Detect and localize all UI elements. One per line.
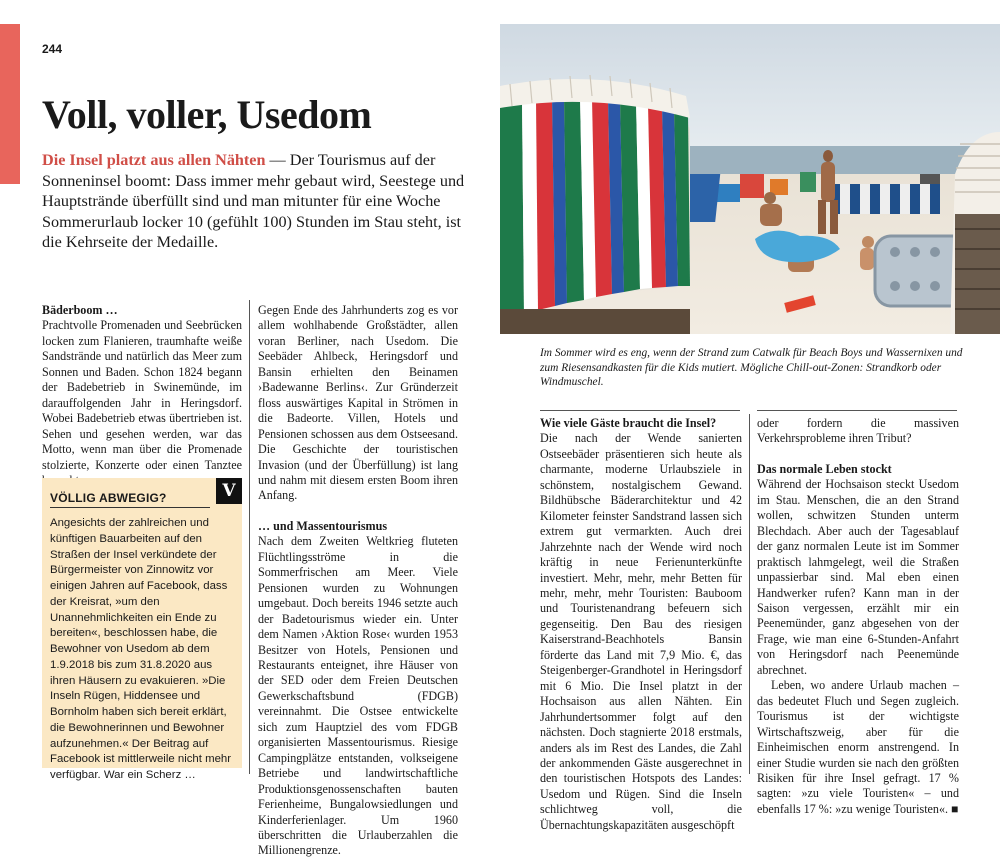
info-box-text: Angesichts der zahlreichen und künftigen Bauarbeiten auf den Straßen der Insel verkündete der Bürgermeister von Zinnowitz vor einigen Jahren auf Facebook, dass der Kreisrat, »um den Unannehmlichkeiten ein Ende zu bereiten«, beschlossen habe, die Bewohner von Usedom ab dem 1.9.2018 bis zum 31.8.2020 aus ihren Häusern zu evakuieren. »Die Inseln Rügen, Hiddensee und Bornholm haben sich bereit erklärt, die Bewohnerinnen und Bewohner aufzunehmen.« Der Beitrag auf Facebook ist mittlerweile nicht mehr verfügbar. War ein Scherz … [50,517,232,781]
column-3-heading: Wie viele Gäste braucht die Insel? [540,416,717,430]
column-2-text-2: Nach dem Zweiten Weltkrieg fluteten Flüchtlingsströme in die Sommerfrischen am Meer. Viele Pensionen wurden zu Wohnungen umgebaut. Doch bereits 1946 setzte auch der Badetourismus wieder ein. Unter dem Namen ›Aktion Rose‹ wurden 1953 Besitzer von Hotels, Pensionen und Restaurants enteignet, ihre Häuser von der SED oder dem Freien Deutschen Gewerkschaftsbund (FDGB) vereinnahmt. Die Ostsee entwickelte sich zum Hauptziel des vom FDGB organisierten Massentourismus. Riesige Campingplätze entstanden, volkseigene Betriebe und landwirtschaftliche Produktionsgenossenschaften bauten Ferienheime, Bungalowsiedlungen und Kinderferienlager. Um 1960 überschritten die Urlauberzahlen die Millionengrenze. [258,534,458,858]
column-divider [749,414,750,774]
column-3-text: Die nach der Wende sanierten Ostseebäder präsentieren sich heute als charmante, moderne Urlaubsziele in schönstem, nostalgischem Gewand. Bildhübsche Bäderarchitektur und 42 Kilometer feinster Sandstrand lassen sich extrem gut vermarkten. Auch drei Jahrzehnte nach der Wende wird noch kräftig in neue Ferienunterkünfte investiert. Mehr, mehr, mehr Betten für mehr, mehr, mehr Touristen: Bauboom und Touristenandrang befeuern sich gegenseitig. Den Bau des riesigen Kaiserstrand-Beachhotels Bansin förderte das Land mit 7,9 Mio. €, das Steigenberger-Grandhotel in Heringsdorf mit 6 Mio. Die Insel platzt in der Hochsaison aus allen Nähten. Ein Jahrhundertsommer folgt auf den nächsten. Doch stagnierte 2018 erstmals, anders als im Rest des Landes, die Zahl der ankommenden Gäste ausgerechnet in den touristischen Hotspots des Landes: Usedom und Rügen. Sind die Inseln schlichtweg voll, die Übernachtungskapazitäten ausgeschöpft [540,431,742,832]
beach-scene-illustration [500,24,1000,334]
info-box [42,478,242,781]
column-1 [42,303,242,488]
column-4-text-3-content: Leben, wo andere Urlaub machen – das bedeutet Fluch und Segen zugleich. Tourismus ist der wichtigste Wirtschaftszweig, aber für die Einheimischen enorm anstrengend. In einer Studie wurden sie nach den größten Risiken für ihre Insel gefragt. 17 % sagten: »zu viele Touristen« – und ebenfalls 17 %: »zu wenige Touristen«. [757,678,959,816]
article-intro [42,150,470,253]
column-1-heading: Bäderboom … [42,303,118,317]
column-3 [540,416,742,833]
intro-kicker: Die Insel platzt aus allen Nähten [42,151,266,169]
info-box-divider [50,507,210,508]
chapter-color-tab [0,24,20,184]
column-4-text-3 [757,678,959,817]
beach-photo [500,24,1000,334]
page-number: 244 [42,42,63,56]
column-4-text-2: Während der Hochsaison steckt Usedom im Stau. Menschen, die an den Strand wollen, schwitzen Stunden unterm Blechdach. Aber auch der Tagesablauf der ganz normalen Leute ist im Sommer praktisch lahmgelegt, weil die Straßen unpassierbar sind. Mal eben einen Handwerker rufen? Kann man in der Saison vergessen, erzählt mir ein Peenemünder, ganz abgesehen von der Frage, wie man eine 6-Stunden-Anfahrt von Heringsdorf nach Peenemünde abrechnet. [757,477,959,677]
column-1-text: Prachtvolle Promenaden und Seebrücken locken zum Flanieren, traumhafte weiße Sandstrände und natürlich das Meer zum Sonnen und Baden. Schon 1824 begann der Badebetrieb in Swinemünde, im darauffolgenden Jahr in Heringsdorf. Wobei Badebetrieb etwas übertrieben ist. Sehen und gesehen werden, war das Motto, wenn man über die Promenade stolzierte, Konzerte oder einen Tanztee [42,318,242,472]
column-4 [757,416,959,817]
info-box-title: VÖLLIG ABWEGIG? [50,491,167,505]
photo-caption: Im Sommer wird es eng, wenn der Strand zum Catwalk für Beach Boys und Wassernixen und zum Riesensandkasten für die Kids mutiert. Mögliche Chill-out-Zonen: Strandkorb oder Windmuschel. [540,347,963,389]
article-title: Voll, voller, Usedom [42,92,372,137]
column-2-text-1: Gegen Ende des Jahrhunderts zog es vor allem wohlhabende Großstädter, allen voran Berliner, nach Usedom. Die Seebäder Ahlbeck, Heringsdorf und Bansin erhielten den Beinamen ›Badewanne Berlins‹. Zur Gründerzeit floss auswärtiges Kapital in Strömen in die Badeorte. Villen, Hotels und Pensionen schossen aus dem Ostseesand. Die Geschichte der touristischen Invasion (und der Überfüllung) ist lang und nahm mit diesem ersten Boom ihren Anfang. [258,303,458,503]
column-2 [258,303,458,859]
column-4-text-1: oder fordern die massiven Verkehrsprobleme ihren Tribut? [757,416,959,446]
column-4-heading: Das normale Leben stockt [757,461,892,476]
info-box-badge: V [216,478,242,504]
column-divider [249,300,250,774]
end-mark: ■ [951,801,959,816]
column-3-top-rule [540,410,740,411]
intro-text: — Der Tourismus auf der Sonneninsel boomt: Dass immer mehr gebaut wird, Seestege und Hauptstrände überfüllt sind und man mitunter für eine Woche Sommerurlaub locker 10 (gefühlt 100) Stunden im Stau steht, ist die Kehrseite der Medaille. [42,151,465,252]
column-2-heading: … und Massentourismus [258,518,388,533]
column-4-top-rule [757,410,957,411]
